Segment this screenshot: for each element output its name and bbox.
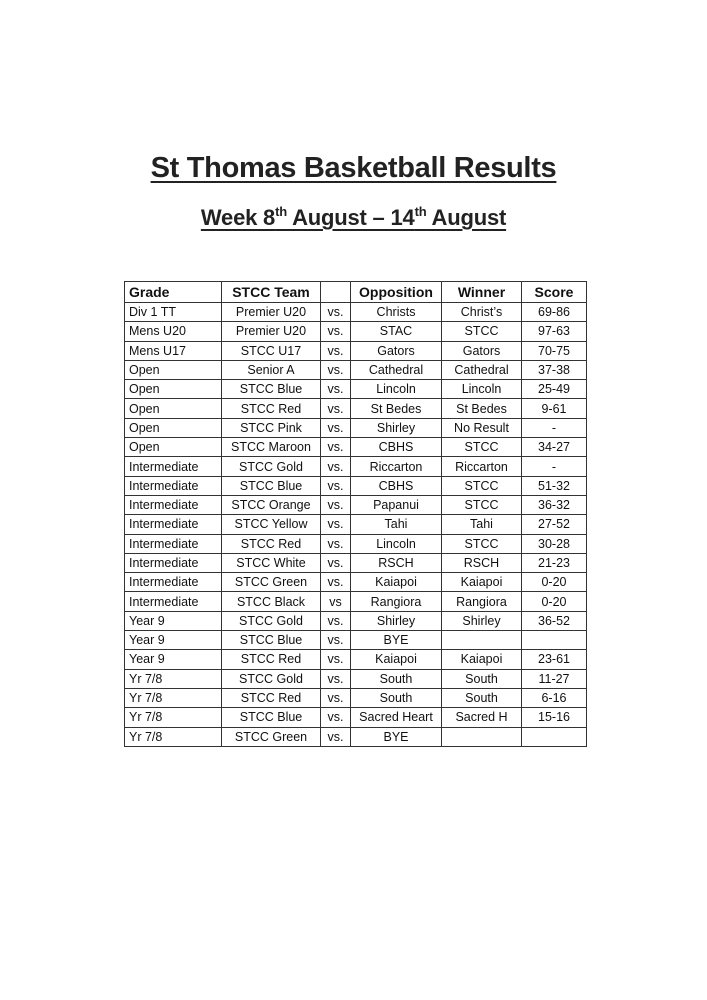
cell-stcc-team: STCC Pink	[222, 418, 321, 437]
table-row	[125, 380, 587, 399]
cell-stcc-team: Premier U20	[222, 303, 321, 322]
cell-grade: Yr 7/8	[125, 708, 222, 727]
table-row	[125, 418, 587, 437]
cell-winner: STCC	[442, 534, 522, 553]
cell-stcc-team: STCC White	[222, 553, 321, 572]
cell-vs: vs.	[321, 669, 351, 688]
cell-stcc-team: STCC Red	[222, 399, 321, 418]
cell-score: 25-49	[522, 380, 587, 399]
cell-opposition: St Bedes	[351, 399, 442, 418]
results-table	[124, 281, 587, 747]
cell-score: 9-61	[522, 399, 587, 418]
cell-vs: vs.	[321, 438, 351, 457]
cell-grade: Yr 7/8	[125, 727, 222, 746]
cell-grade: Mens U20	[125, 322, 222, 341]
cell-score: 34-27	[522, 438, 587, 457]
cell-vs: vs.	[321, 708, 351, 727]
cell-vs: vs	[321, 592, 351, 611]
cell-grade: Year 9	[125, 611, 222, 630]
cell-stcc-team: STCC Red	[222, 688, 321, 707]
cell-score: 51-32	[522, 476, 587, 495]
results-body	[125, 303, 587, 747]
cell-opposition: Rangiora	[351, 592, 442, 611]
cell-stcc-team: STCC Red	[222, 650, 321, 669]
table-row	[125, 650, 587, 669]
cell-grade: Mens U17	[125, 341, 222, 360]
cell-score: 69-86	[522, 303, 587, 322]
cell-grade: Intermediate	[125, 573, 222, 592]
cell-vs: vs.	[321, 631, 351, 650]
cell-opposition: South	[351, 669, 442, 688]
cell-grade: Year 9	[125, 650, 222, 669]
cell-score: 23-61	[522, 650, 587, 669]
cell-winner: Lincoln	[442, 380, 522, 399]
cell-opposition: BYE	[351, 727, 442, 746]
table-row	[125, 303, 587, 322]
header-score: Score	[522, 282, 587, 303]
cell-opposition: BYE	[351, 631, 442, 650]
cell-stcc-team: STCC Black	[222, 592, 321, 611]
cell-stcc-team: Senior A	[222, 360, 321, 379]
cell-vs: vs.	[321, 553, 351, 572]
cell-winner: Rangiora	[442, 592, 522, 611]
cell-stcc-team: STCC Blue	[222, 380, 321, 399]
cell-grade: Intermediate	[125, 495, 222, 514]
cell-grade: Intermediate	[125, 515, 222, 534]
table-row	[125, 457, 587, 476]
cell-stcc-team: STCC Gold	[222, 457, 321, 476]
cell-vs: vs.	[321, 534, 351, 553]
cell-vs: vs.	[321, 418, 351, 437]
cell-score: 21-23	[522, 553, 587, 572]
cell-opposition: Riccarton	[351, 457, 442, 476]
cell-stcc-team: Premier U20	[222, 322, 321, 341]
cell-vs: vs.	[321, 573, 351, 592]
table-row	[125, 515, 587, 534]
cell-vs: vs.	[321, 341, 351, 360]
cell-score	[522, 727, 587, 746]
table-row	[125, 438, 587, 457]
cell-vs: vs.	[321, 399, 351, 418]
cell-vs: vs.	[321, 457, 351, 476]
cell-grade: Intermediate	[125, 457, 222, 476]
cell-grade: Yr 7/8	[125, 688, 222, 707]
cell-winner: STCC	[442, 476, 522, 495]
table-row	[125, 341, 587, 360]
cell-vs: vs.	[321, 322, 351, 341]
cell-stcc-team: STCC Blue	[222, 476, 321, 495]
cell-grade: Div 1 TT	[125, 303, 222, 322]
header-grade: Grade	[125, 282, 222, 303]
cell-winner	[442, 631, 522, 650]
cell-score: 97-63	[522, 322, 587, 341]
table-row	[125, 476, 587, 495]
cell-grade: Open	[125, 399, 222, 418]
cell-opposition: Lincoln	[351, 380, 442, 399]
cell-opposition: Shirley	[351, 611, 442, 630]
cell-winner: STCC	[442, 322, 522, 341]
subtitle-ordinal-2: th	[414, 204, 427, 219]
header-stcc-team: STCC Team	[222, 282, 321, 303]
table-row	[125, 688, 587, 707]
cell-stcc-team: STCC Gold	[222, 669, 321, 688]
table-row	[125, 669, 587, 688]
cell-opposition: South	[351, 688, 442, 707]
cell-stcc-team: STCC U17	[222, 341, 321, 360]
cell-grade: Year 9	[125, 631, 222, 650]
table-row	[125, 322, 587, 341]
cell-vs: vs.	[321, 515, 351, 534]
cell-opposition: Sacred Heart	[351, 708, 442, 727]
cell-vs: vs.	[321, 380, 351, 399]
table-row	[125, 399, 587, 418]
subtitle-ordinal-1: th	[275, 204, 287, 219]
cell-winner: No Result	[442, 418, 522, 437]
table-row	[125, 360, 587, 379]
cell-winner	[442, 727, 522, 746]
cell-winner: South	[442, 688, 522, 707]
cell-opposition: CBHS	[351, 438, 442, 457]
table-row	[125, 495, 587, 514]
cell-opposition: RSCH	[351, 553, 442, 572]
table-row	[125, 611, 587, 630]
cell-winner: RSCH	[442, 553, 522, 572]
cell-winner: Gators	[442, 341, 522, 360]
cell-score: 36-52	[522, 611, 587, 630]
cell-winner: Cathedral	[442, 360, 522, 379]
cell-winner: STCC	[442, 495, 522, 514]
cell-score: 70-75	[522, 341, 587, 360]
cell-stcc-team: STCC Green	[222, 573, 321, 592]
cell-winner: St Bedes	[442, 399, 522, 418]
cell-winner: Kaiapoi	[442, 650, 522, 669]
cell-vs: vs.	[321, 688, 351, 707]
cell-opposition: Tahi	[351, 515, 442, 534]
cell-opposition: Kaiapoi	[351, 650, 442, 669]
cell-opposition: Lincoln	[351, 534, 442, 553]
header-opposition: Opposition	[351, 282, 442, 303]
cell-grade: Open	[125, 418, 222, 437]
cell-score: 0-20	[522, 592, 587, 611]
table-row	[125, 592, 587, 611]
cell-stcc-team: STCC Yellow	[222, 515, 321, 534]
cell-winner: Kaiapoi	[442, 573, 522, 592]
cell-vs: vs.	[321, 611, 351, 630]
cell-score: -	[522, 418, 587, 437]
cell-winner: Riccarton	[442, 457, 522, 476]
document-subtitle	[0, 205, 707, 231]
cell-grade: Intermediate	[125, 534, 222, 553]
subtitle-middle: August – 14	[286, 205, 415, 230]
cell-grade: Intermediate	[125, 592, 222, 611]
header-vs	[321, 282, 351, 303]
cell-opposition: Kaiapoi	[351, 573, 442, 592]
cell-grade: Open	[125, 438, 222, 457]
cell-grade: Intermediate	[125, 553, 222, 572]
cell-score: 27-52	[522, 515, 587, 534]
cell-winner: STCC	[442, 438, 522, 457]
cell-winner: South	[442, 669, 522, 688]
cell-grade: Intermediate	[125, 476, 222, 495]
header-winner: Winner	[442, 282, 522, 303]
cell-score: 6-16	[522, 688, 587, 707]
cell-winner: Tahi	[442, 515, 522, 534]
cell-winner: Christ’s	[442, 303, 522, 322]
cell-stcc-team: STCC Blue	[222, 631, 321, 650]
cell-vs: vs.	[321, 495, 351, 514]
table-row	[125, 631, 587, 650]
cell-stcc-team: STCC Blue	[222, 708, 321, 727]
cell-opposition: Papanui	[351, 495, 442, 514]
cell-stcc-team: STCC Orange	[222, 495, 321, 514]
cell-score: 11-27	[522, 669, 587, 688]
table-row	[125, 727, 587, 746]
cell-score: 0-20	[522, 573, 587, 592]
cell-stcc-team: STCC Green	[222, 727, 321, 746]
cell-opposition: Shirley	[351, 418, 442, 437]
cell-vs: vs.	[321, 303, 351, 322]
table-header-row	[125, 282, 587, 303]
cell-vs: vs.	[321, 650, 351, 669]
cell-vs: vs.	[321, 476, 351, 495]
cell-winner: Shirley	[442, 611, 522, 630]
cell-score: -	[522, 457, 587, 476]
cell-grade: Open	[125, 380, 222, 399]
cell-grade: Yr 7/8	[125, 669, 222, 688]
cell-opposition: STAC	[351, 322, 442, 341]
cell-score: 30-28	[522, 534, 587, 553]
cell-grade: Open	[125, 360, 222, 379]
cell-score: 37-38	[522, 360, 587, 379]
cell-opposition: Gators	[351, 341, 442, 360]
cell-winner: Sacred H	[442, 708, 522, 727]
table-row	[125, 708, 587, 727]
cell-vs: vs.	[321, 360, 351, 379]
cell-score	[522, 631, 587, 650]
document-title: St Thomas Basketball Results	[150, 152, 557, 184]
subtitle-suffix: August	[426, 205, 507, 230]
cell-stcc-team: STCC Gold	[222, 611, 321, 630]
table-row	[125, 534, 587, 553]
cell-vs: vs.	[321, 727, 351, 746]
cell-opposition: Cathedral	[351, 360, 442, 379]
cell-stcc-team: STCC Maroon	[222, 438, 321, 457]
cell-score: 36-32	[522, 495, 587, 514]
table-row	[125, 553, 587, 572]
cell-score: 15-16	[522, 708, 587, 727]
cell-stcc-team: STCC Red	[222, 534, 321, 553]
cell-opposition: CBHS	[351, 476, 442, 495]
table-row	[125, 573, 587, 592]
cell-opposition: Christs	[351, 303, 442, 322]
subtitle-prefix: Week 8	[200, 205, 276, 230]
